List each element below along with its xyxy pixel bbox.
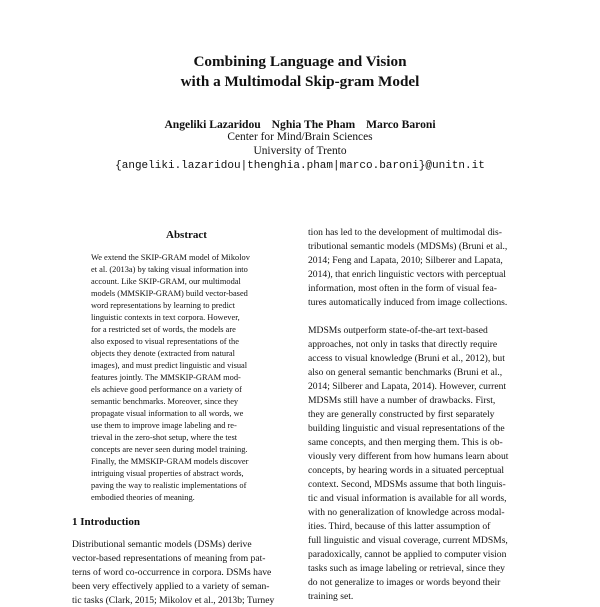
body-line: vector-based representations of meaning from pat- <box>72 553 266 564</box>
author-name: Marco Baroni <box>366 118 436 131</box>
section-heading-introduction: 1 Introduction <box>72 516 140 528</box>
body-line: MDSMs still have a number of drawbacks. First, <box>308 395 496 406</box>
body-line: training set. <box>308 591 354 602</box>
body-line: tasks such as image labeling or retrieval, since they <box>308 563 505 574</box>
body-line: MDSMs outperform state-of-the-art text-based <box>308 325 488 336</box>
body-line: viously very different from how humans learn about <box>308 451 509 462</box>
body-line: do not generalize to images or words beyond their <box>308 577 501 588</box>
body-line: paradoxically, cannot be applied to computer vision <box>308 549 507 560</box>
body-line: tic tasks (Clark, 2015; Mikolov et al., 2013b; Turney <box>72 595 275 606</box>
affiliation-line: University of Trento <box>253 145 347 157</box>
author-name: Angeliki Lazaridou <box>164 118 261 131</box>
body-line: ities. Third, because of this latter assumption of <box>308 521 491 532</box>
abstract-line: features jointly. The MMSKIP-GRAM mod- <box>91 373 241 382</box>
abstract-line: trieval in the zero-shot setup, where the test <box>91 433 238 442</box>
abstract-line: linguistic contexts in text corpora. However, <box>91 313 240 322</box>
body-line: they are generally constructed by first separately <box>308 409 495 420</box>
abstract-line: We extend the SKIP-GRAM model of Mikolov <box>91 253 250 262</box>
abstract-line: paving the way to realistic implementations of <box>91 481 247 490</box>
body-line: tic and visual information is available for all words, <box>308 493 507 504</box>
abstract-line: semantic benchmarks. Moreover, since they <box>91 397 239 406</box>
title-line: with a Multimodal Skip-gram Model <box>180 73 420 90</box>
body-line: 2014; Silberer and Lapata, 2014). However, current <box>308 381 507 392</box>
body-line <box>308 310 534 323</box>
abstract-line: embodied theories of meaning. <box>91 493 195 502</box>
body-line: concepts, by hearing words in a situated perceptual <box>308 465 505 476</box>
body-line: approaches, not only in tasks that directly require <box>308 339 498 350</box>
body-line: same concepts, and then merging them. This is ob- <box>308 437 503 448</box>
body-line: 2014), that enrich linguistic vectors with perceptual <box>308 269 506 280</box>
abstract-line: Finally, the MMSKIP-GRAM models discover <box>91 457 249 466</box>
body-line: terns of word co-occurrence in corpora. DSMs have <box>72 567 272 578</box>
body-line: full linguistic and visual coverage, current MDSMs, <box>308 535 508 546</box>
abstract-line: intriguing visual properties of abstract words, <box>91 469 244 478</box>
body-line: context. Second, MDSMs assume that both linguis- <box>308 479 506 490</box>
body-line: tures automatically induced from image collections. <box>308 297 508 308</box>
abstract-line: word representations by learning to predict <box>91 301 235 310</box>
abstract-line: concepts are never seen during model training. <box>91 445 248 454</box>
paper-title <box>0 52 600 92</box>
author-emails: {angeliki.lazaridou|thenghia.pham|marco.baroni}@unitn.it <box>115 160 485 172</box>
body-line: been very effectively applied to a variety of seman- <box>72 581 270 592</box>
body-line: information, most often in the form of visual fea- <box>308 283 497 294</box>
body-line: Distributional semantic models (DSMs) derive <box>72 539 252 550</box>
abstract-line: objects they denote (extracted from natural <box>91 349 235 358</box>
body-line: tion has led to the development of multimodal dis- <box>308 227 502 238</box>
body-line: also on general semantic benchmarks (Bruni et al., <box>308 367 503 378</box>
author-name: Nghia The Pham <box>271 118 356 131</box>
body-line: access to visual knowledge (Bruni et al., 2012), but <box>308 353 505 364</box>
body-line: building linguistic and visual representations of the <box>308 423 505 434</box>
abstract-heading: Abstract <box>166 229 207 241</box>
abstract-line: for a restricted set of words, the models are <box>91 325 236 334</box>
abstract-line: propagate visual information to all words, we <box>91 409 244 418</box>
body-line: with no generalization of knowledge across modal- <box>308 507 505 518</box>
abstract-line: images), and must predict linguistic and visual <box>91 361 248 370</box>
author-list <box>0 117 600 132</box>
abstract-line: et al. (2013a) by taking visual information into <box>91 265 248 274</box>
body-line: tributional semantic models (MDSMs) (Bruni et al., <box>308 241 508 252</box>
title-line: Combining Language and Vision <box>193 53 407 70</box>
abstract-line: els achieve good performance on a variety of <box>91 385 242 394</box>
abstract-line: use them to improve image labeling and re- <box>91 421 237 430</box>
abstract-line: also exposed to visual representations of the <box>91 337 239 346</box>
abstract-line: account. Like SKIP-GRAM, our multimodal <box>91 277 241 286</box>
body-line: 2014; Feng and Lapata, 2010; Silberer and Lapata, <box>308 255 503 266</box>
affiliation-line: Center for Mind/Brain Sciences <box>227 131 373 143</box>
abstract-line: models (MMSKIP-GRAM) build vector-based <box>91 289 248 298</box>
